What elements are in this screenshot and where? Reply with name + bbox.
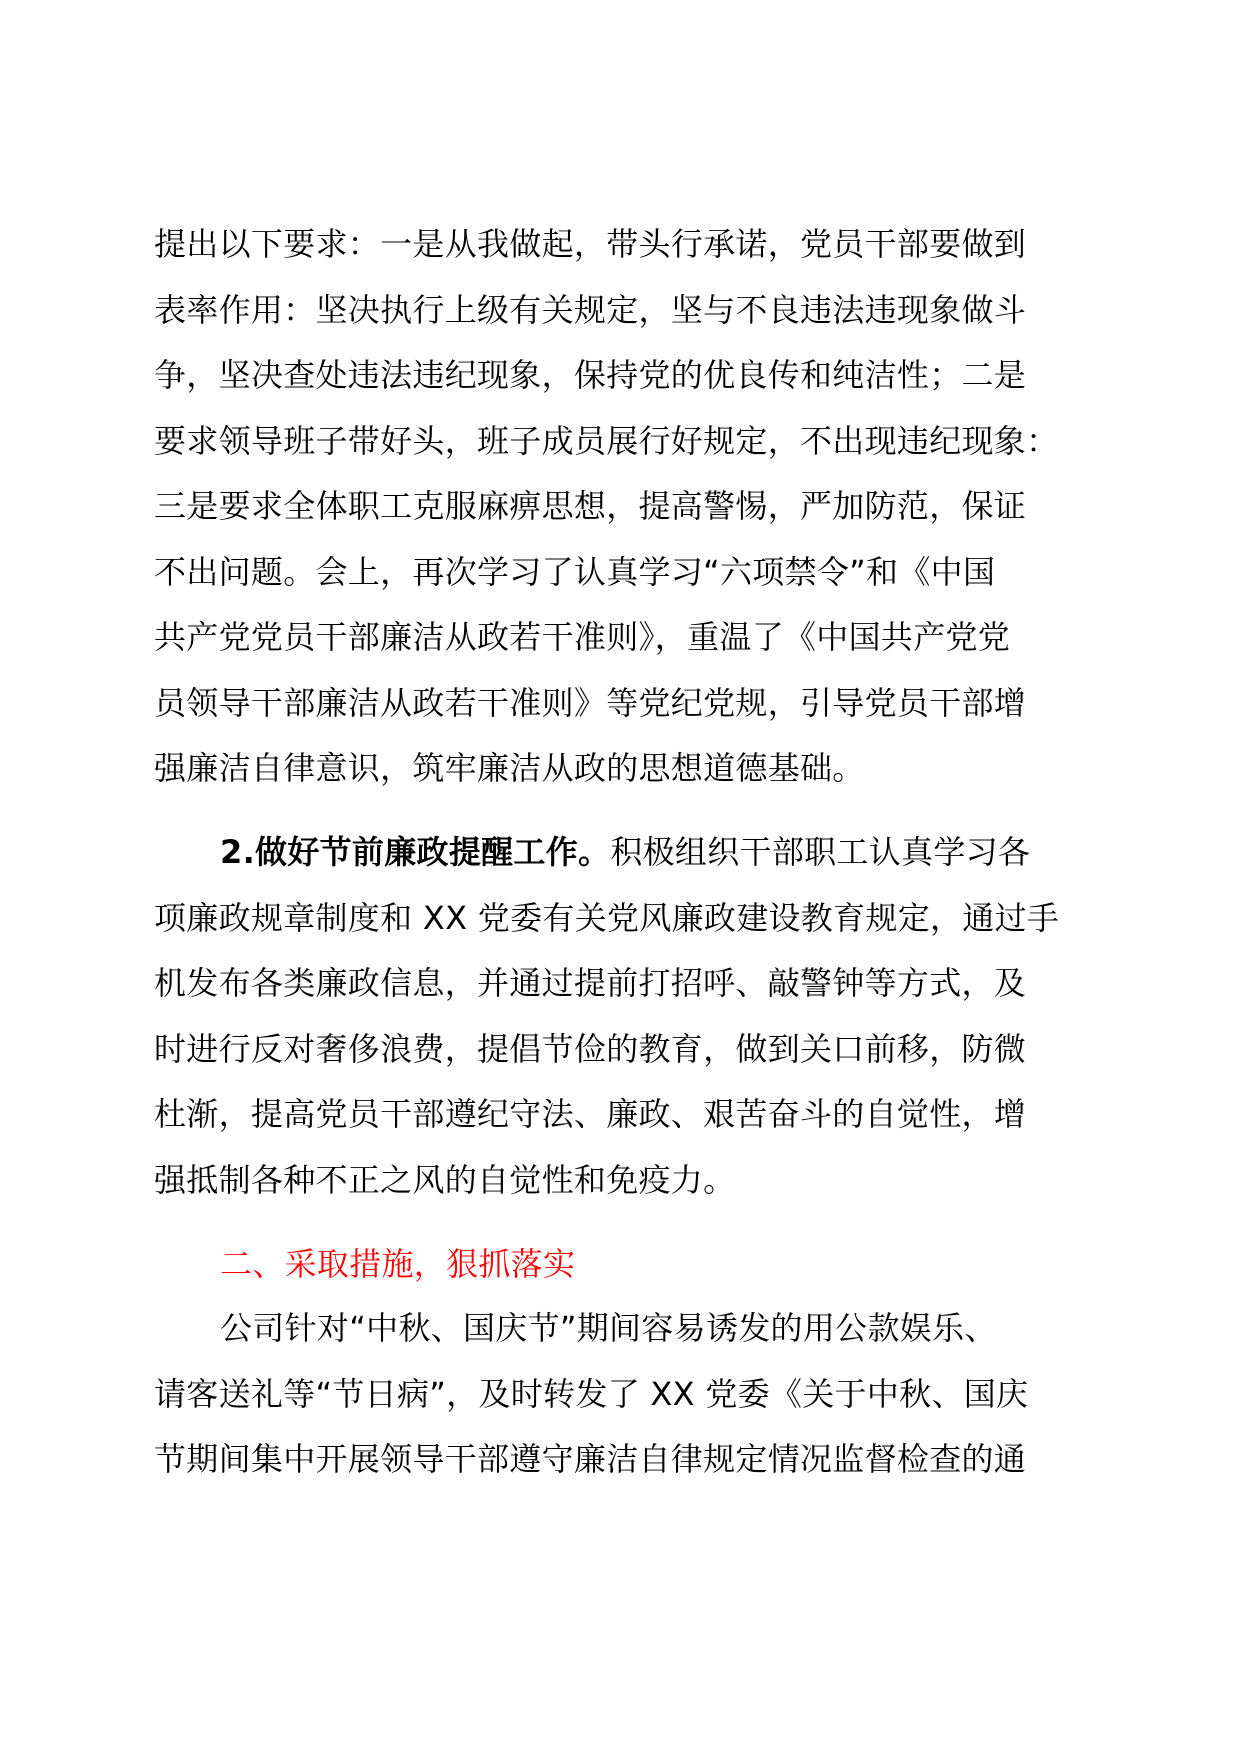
section-heading: 二、采取措施，狠抓落实	[220, 1245, 576, 1283]
paragraph-first-line: 公司针对“中秋、国庆节”期间容易诱发的用公款娱乐、	[220, 1309, 997, 1347]
paragraph-line: 争，坚决查处违法违纪现象，保持党的优良传和纯洁性；二是	[154, 356, 1027, 394]
paragraph-line: 三是要求全体职工克服麻痹思想，提高警惕，严加防范，保证	[154, 487, 1027, 525]
paragraph-line: 强廉洁自律意识，筑牢廉洁从政的思想道德基础。	[154, 749, 865, 787]
paragraph-measures	[154, 1296, 1094, 1493]
paragraph-line: 不出问题。会上，再次学习了认真学习“六项禁令”和《中国	[154, 552, 996, 591]
paragraph-holiday-reminder	[154, 820, 1094, 1213]
paragraph-line: 强抵制各种不正之风的自觉性和免疫力。	[154, 1160, 736, 1199]
paragraph-line: 节期间集中开展领导干部遵守廉洁自律规定情况监督检查的通	[154, 1440, 1027, 1478]
subsection-heading: 2.做好节前廉政提醒工作。	[220, 833, 611, 871]
paragraph-line: 项廉政规章制度和 XX 党委有关党风廉政建设教育规定，通过手	[154, 898, 1060, 937]
paragraph-line: 共产党党员干部廉洁从政若干准则》，重温了《中国共产党党	[154, 618, 1011, 656]
paragraph-line: 请客送礼等“节日病”，及时转发了 XX 党委《关于中秋、国庆	[154, 1374, 1029, 1413]
paragraph-line: 表率作用：坚决执行上级有关规定，坚与不良违法违现象做斗	[154, 290, 1027, 329]
paragraph-line: 提出以下要求：一是从我做起，带头行承诺，党员干部要做到	[154, 225, 1027, 263]
section-heading-block	[154, 1232, 1094, 1298]
paragraph-line: 杜渐，提高党员干部遵纪守法、廉政、艰苦奋斗的自觉性，增	[154, 1095, 1027, 1133]
paragraph-line: 员领导干部廉洁从政若干准则》等党纪党规，引导党员干部增	[154, 683, 1027, 722]
paragraph-text: 积极组织干部职工认真学习各	[610, 833, 1031, 871]
paragraph-first-line	[154, 820, 1094, 886]
paragraph-line: 要求领导班子带好头，班子成员展行好规定，不出现违纪现象：	[154, 421, 1059, 460]
paragraph-line: 机发布各类廉政信息，并通过提前打招呼、敲警钟等方式，及	[154, 964, 1027, 1002]
paragraph-requirements	[154, 212, 1094, 802]
paragraph-line: 时进行反对奢侈浪费，提倡节俭的教育，做到关口前移，防微	[154, 1029, 1027, 1068]
